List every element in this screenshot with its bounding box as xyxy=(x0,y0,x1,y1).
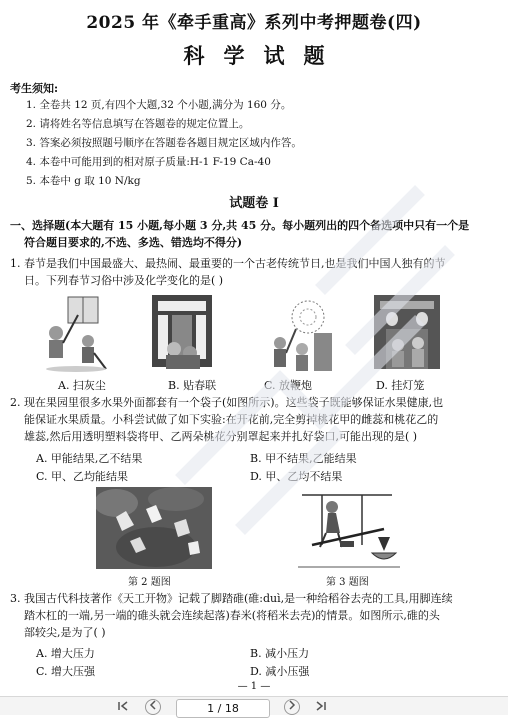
page-number-label: — 1 — xyxy=(237,681,271,692)
next-page-icon xyxy=(287,700,297,710)
firecracker-illustration xyxy=(256,293,336,373)
section-title: 试题卷 Ⅰ xyxy=(229,196,279,211)
couplets-illustration xyxy=(148,293,216,373)
last-page-button[interactable] xyxy=(314,700,328,715)
notice-item: 2. 请将姓名等信息填写在答题卷的规定位置上。 xyxy=(26,118,250,130)
first-page-icon xyxy=(116,700,130,712)
lantern-illustration xyxy=(372,293,442,373)
figure-3-caption: 第 3 题图 xyxy=(326,577,369,588)
option-c: C. 甲、乙均能结果 xyxy=(36,470,129,483)
option-b: B. 减小压力 xyxy=(250,647,310,660)
part-heading-line: 一、选择题(本大题有 15 小题,每小题 3 分,共 45 分。每小题列出的四个备选项中只有一个是 xyxy=(10,219,470,232)
option-b: B. 贴春联 xyxy=(168,379,217,392)
notice-item: 1. 全卷共 12 页,有四个大题,32 个小题,满分为 160 分。 xyxy=(26,99,292,111)
next-page-button[interactable] xyxy=(284,699,300,715)
part-heading-line: 符合题目要求的,不选、多选、错选均不得分) xyxy=(24,236,243,249)
question-1 xyxy=(10,255,500,289)
treadle-pestle-drawing xyxy=(292,485,404,571)
option-b: B. 甲不结果,乙能结果 xyxy=(250,452,357,465)
option-d: D. 挂灯笼 xyxy=(376,379,425,392)
option-c: C. 增大压强 xyxy=(36,665,96,678)
question-line: 日。下列春节习俗中涉及化学变化的是( ) xyxy=(24,274,224,287)
question-line: 踏木杠的一端,另一端的碓头就会连续起落)春米(将稻米去壳)的情景。如图所示,碓的头 xyxy=(24,609,440,622)
notice-item: 3. 答案必须按照题号顺序在答题卷各题目规定区域内作答。 xyxy=(26,137,302,149)
exam-title: 2025 年《牵手重高》系列中考押题卷(四) xyxy=(86,13,422,33)
question-line: 1. 春节是我们中国最盛大、最热闹、最重要的一个古老传统节日,也是我们中国人独有的节 xyxy=(10,257,446,270)
page-indicator[interactable]: 1 / 18 xyxy=(176,699,270,718)
last-page-icon xyxy=(314,700,328,712)
previous-page-icon xyxy=(148,700,158,710)
previous-page-button[interactable] xyxy=(145,699,161,715)
option-d: D. 减小压强 xyxy=(250,665,310,678)
exam-subtitle: 科学试题 xyxy=(183,43,344,68)
figure-2-caption: 第 2 题图 xyxy=(128,577,171,588)
sweeping-illustration xyxy=(38,293,114,373)
question-line: 3. 我国古代科技著作《天工开物》记载了脚踏碓(碓:duì,是一种给稻谷去壳的工具,用脚连续 xyxy=(10,592,453,605)
option-a: A. 扫灰尘 xyxy=(58,379,106,392)
option-a: A. 甲能结果,乙不结果 xyxy=(36,452,143,465)
question-3 xyxy=(10,590,500,641)
notice-title: 考生须知: xyxy=(10,82,59,95)
bagged-fruit-photo xyxy=(96,487,212,569)
question-line: 雄蕊,然后用透明塑料袋将甲、乙两朵桃花分别罩起来并扎好袋口,可能出现的是( ) xyxy=(24,430,418,443)
question-line: 2. 现在果园里很多水果外面都套有一个袋子(如图所示)。这些袋子既能够保证水果健康,也 xyxy=(10,396,444,409)
question-2 xyxy=(10,394,500,445)
question-line: 能保证水果质量。小科尝试做了如下实验:在开花前,完全剪掉桃花甲的雌蕊和桃花乙的 xyxy=(24,413,439,426)
part-heading xyxy=(10,217,498,251)
option-c: C. 放鞭炮 xyxy=(264,379,313,392)
option-a: A. 增大压力 xyxy=(36,647,95,660)
notice-item: 5. 本卷中 g 取 10 N/kg xyxy=(26,175,141,187)
notice-item: 4. 本卷中可能用到的相对原子质量:H-1 F-19 Ca-40 xyxy=(26,156,271,168)
question-line: 部较尖,是为了( ) xyxy=(24,626,106,639)
option-d: D. 甲、乙均不结果 xyxy=(250,470,343,483)
first-page-button[interactable] xyxy=(116,700,130,715)
